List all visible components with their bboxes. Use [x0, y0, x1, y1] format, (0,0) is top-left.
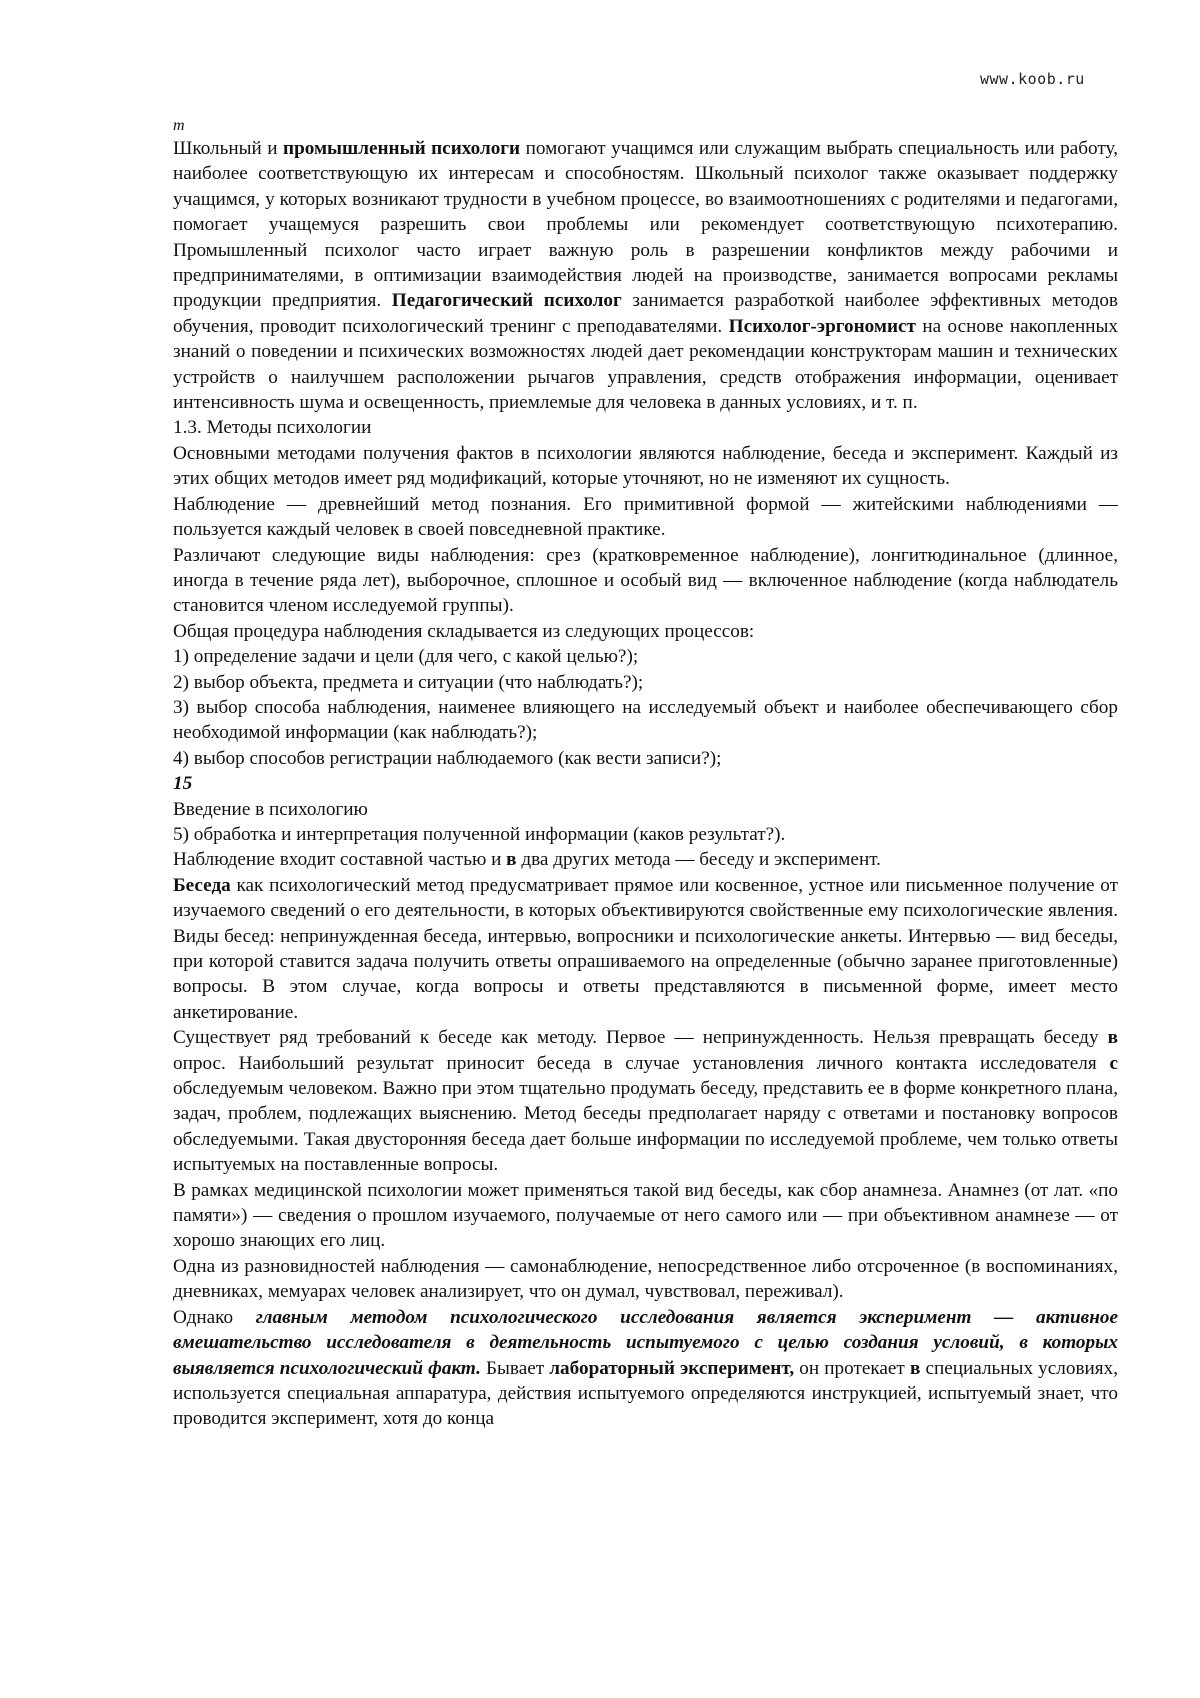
paragraph-conversation [173, 873, 1118, 1025]
paragraph-experiment [173, 1305, 1118, 1432]
text-run: обследуемым человеком. Важно при этом тщательно продумать беседу, представить ее в форме конкретного плана, задач, проблем, подлежащих выяснению. Метод беседы предполагает наряду с ответами и постановку вопросов обследуемыми. Такая двусторонняя беседа дает больше информации по исследуемой проблеме, чем только ответы испытуемых на поставленные вопросы. [173, 1078, 1118, 1176]
text-run: опрос. Наибольший результат приносит беседа в случае установления личного контакта исследователя [173, 1052, 1110, 1074]
paragraph-procedure: Общая процедура наблюдения складывается из следующих процессов: [173, 620, 755, 642]
list-item: 5) обработка и интерпретация полученной информации (каков результат?). [173, 823, 786, 845]
text-run: Наблюдение входит составной частью и [173, 849, 507, 871]
text-run: два других метода — беседу и эксперимент. [516, 849, 881, 871]
page-marker-m: m [173, 117, 185, 134]
running-title: Введение в психологию [173, 798, 368, 820]
list-item: 2) выбор объекта, предмета и ситуации (что наблюдать?); [173, 671, 644, 693]
text-run: Бывает [480, 1357, 550, 1379]
text-run-bold: в [909, 1357, 921, 1379]
text-run: он протекает [794, 1357, 910, 1379]
paragraph-observation: Наблюдение — древнейший метод познания. Его примитивной формой — житейскими наблюдениями — пользуется каждый человек в своей повседневной практике. [173, 493, 1118, 541]
list-item: 3) выбор способа наблюдения, наименее влияющего на исследуемый объект и наиболее обеспечивающего сбор необходимой информации (как наблюдать?); [173, 696, 1118, 744]
paragraph-psychologists [173, 136, 1118, 415]
paragraph-methods: Основными методами получения фактов в психологии являются наблюдение, беседа и эксперимент. Каждый из этих общих методов имеет ряд модификаций, которые уточняют, но не изменяют их сущность. [173, 442, 1118, 490]
text-run: на основе накопленных знаний о поведении и психических возможностях людей дает рекомендации конструкторам машин и технических устройств о наилучшем расположении рычагов управления, средств отображения информации, оценивает интенсивность шума и освещенность, приемлемые для человека в данных условиях, и т. п. [173, 315, 1118, 414]
text-run: Однако [173, 1306, 256, 1328]
page-number: 15 [173, 773, 193, 795]
text-run: как психологический метод предусматривает прямое или косвенное, устное или письменное получение от изучаемого сведений о его деятельности, в которых объективируются свойственные ему психологические явления. Виды бесед: непринужденная беседа, интервью, вопросники и психологические анкеты. Интервью — вид беседы, при которой ставится задача получить ответы опрашиваемого на определенные (обычно заранее приготовленные) вопросы. В этом случае, когда вопросы и ответы представляются в письменной форме, имеет место анкетирование. [173, 874, 1118, 1023]
text-run-bold: в [506, 849, 517, 871]
emphasis-experiment-definition: главным методом психологического исследования является эксперимент — активное вмешательство исследователя в деятельность испытуемого с целью создания условий, в которых выявляется психологический факт. [173, 1306, 1119, 1379]
paragraph-observation-part [173, 847, 1118, 872]
site-url: www.koob.ru [980, 70, 1085, 88]
text-run: Школьный и [173, 138, 284, 159]
paragraph-observation-types: Различают следующие виды наблюдения: срез (кратковременное наблюдение), лонгитюдинальное (длинное, иногда в течение ряда лет), выборочное, сплошное и особый вид — включенное наблюдение (когда наблюдатель становится членом исследуемой группы). [173, 544, 1118, 617]
list-item: 1) определение задачи и цели (для чего, с какой целью?); [173, 646, 639, 668]
document-body [173, 116, 1118, 1432]
text-run-bold: с [1109, 1052, 1118, 1074]
term-pedagogical-psychologist: Педагогический психолог [391, 290, 622, 312]
paragraph-self-observation: Одна из разновидностей наблюдения — самонаблюдение, непосредственное либо отсроченное (в воспоминаниях, дневниках, мемуарах человек анализирует, что он думал, чувствовал, переживал). [173, 1255, 1118, 1303]
text-run: помогают учащимся или служащим выбрать специальность или работу, наиболее соответствующую их интересам и способностям. Школьный психолог также оказывает поддержку учащимся, у которых возникают трудности в учебном процессе, во взаимоотношениях с родителями и педагогами, помогает учащемуся разрешить свои проблемы или рекомендует соответствующую психотерапию. Промышленный психолог часто играет важную роль в разрешении конфликтов между рабочими и предпринимателями, в оптимизации взаимодействия людей на производстве, занимается вопросами рекламы продукции предприятия. [173, 138, 1118, 312]
term-industrial-psychologists: промышленный психологи [283, 138, 521, 159]
term-lab-experiment: лабораторный эксперимент, [549, 1357, 795, 1379]
paragraph-conversation-requirements [173, 1025, 1118, 1177]
paragraph-anamnesis: В рамках медицинской психологии может применяться такой вид беседы, как сбор анамнеза. Анамнез (от лат. «по памяти») — сведения о прошлом изучаемого, получаемые от него самого или — при объективном анамнезе — от хорошо знающих его лиц. [173, 1179, 1118, 1252]
text-run-bold: в [1107, 1027, 1118, 1049]
list-item: 4) выбор способов регистрации наблюдаемого (как вести записи?); [173, 747, 722, 769]
section-heading: 1.3. Методы психологии [173, 417, 372, 439]
text-run: специальных условиях, используется специальная аппаратура, действия испытуемого определяются инструкцией, испытуемый знает, что проводится эксперимент, хотя до конца [173, 1357, 1118, 1430]
text-run: занимается разработкой наиболее эффективных методов обучения, проводит психологический тренинг с преподавателями. [173, 290, 1118, 337]
term-conversation: Беседа [173, 874, 231, 896]
term-ergonomist: Психолог-эргономист [728, 315, 916, 337]
text-run: Существует ряд требований к беседе как методу. Первое — непринужденность. Нельзя превращать беседу [173, 1027, 1108, 1049]
